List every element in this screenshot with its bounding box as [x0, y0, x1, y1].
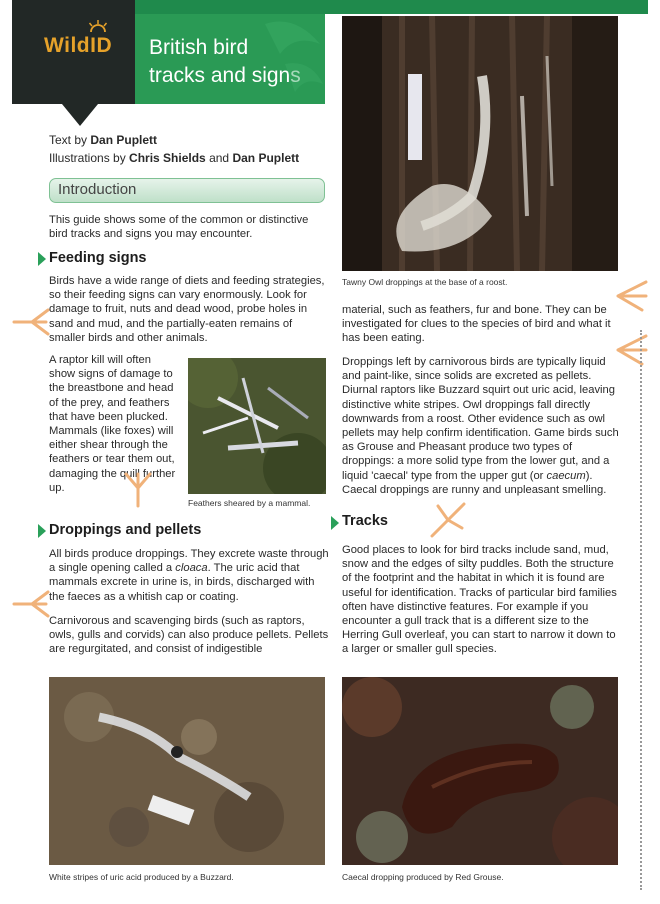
buzzard-droppings-photo: [49, 677, 325, 865]
owl-droppings-photo: [342, 16, 618, 271]
bird-track-icon: [612, 330, 652, 370]
section-marker-icon: [38, 252, 46, 266]
caecum-term: caecum: [546, 469, 586, 482]
bird-track-icon: [10, 300, 50, 340]
illustrator-name: Chris Shields: [129, 151, 206, 165]
credits-text: [49, 131, 299, 149]
credits-illustrations: [49, 149, 299, 167]
owl-droppings-image: [342, 16, 618, 271]
droppings-text-part: Droppings left by carnivorous birds are typically liquid and paint-like, since solids are excreted as pellets. Diurnal raptors like Buzzard squirt out uric acid, leaving distinctive white stripes. Owl droppings fall directly downwards from a roost. Other evidence such as owl pellets may help confirm identification. Game birds such as Grouse and Pheasant produce two types of droppings: a more solid type from the lower gut, and a liquid 'caecal' type from the upper gut (or: [342, 356, 619, 482]
grouse-caption: Caecal dropping produced by Red Grouse.: [342, 872, 504, 882]
buzzard-droppings-image: [49, 677, 325, 865]
pellets-text: Carnivorous and scavenging birds (such as raptors, owls, gulls and corvids) can also produce pellets. Pellets are regurgitated, and consist of indigestible: [49, 615, 329, 656]
droppings-text-1: [49, 547, 331, 604]
feathers-caption: Feathers sheared by a mammal.: [188, 498, 311, 508]
grouse-dropping-photo: [342, 677, 618, 865]
introduction-heading: Introduction: [58, 181, 137, 198]
grouse-dropping-image: [342, 677, 618, 865]
credits-label: Illustrations by: [49, 151, 130, 165]
droppings-heading: Droppings and pellets: [49, 522, 202, 538]
feeding-signs-heading: Feeding signs: [49, 250, 147, 266]
header-accent-bar: [133, 0, 648, 14]
author-name: Dan Puplett: [90, 133, 158, 147]
logo-panel-pointer: [62, 104, 98, 126]
sun-icon: [88, 20, 108, 34]
droppings-text-part: All birds produce droppings. They excrete waste through a single opening called a: [49, 548, 329, 575]
buzzard-caption: White stripes of uric acid produced by a Buzzard.: [49, 872, 234, 882]
decorative-leaf-pattern: [235, 14, 325, 104]
page-fold-dotted-line: [640, 330, 642, 890]
bird-track-icon: [612, 276, 652, 316]
logo-wordmark: WildID: [44, 34, 113, 57]
cloaca-term: cloaca: [175, 562, 208, 575]
raptor-kill-text: A raptor kill will often show signs of damage to the breastbone and head of the prey, and feathers that have been plucked. Mammals (like foxes) will either shear through the feathers or tear them out, damaging the quill further up.: [49, 354, 176, 494]
credits-conjunction: and: [205, 151, 233, 165]
page-title-line1: British bird: [149, 36, 249, 59]
bird-track-icon: [10, 582, 50, 622]
tracks-text: Good places to look for bird tracks include sand, mud, snow and the edges of silty puddles. Both the structure of the footprint and the habitat in which it is found are useful for identification. Tracks of particular bird families often have distinctive features. For example if you encounter a gull track that is a different size to the Herring Gull overleaf, you can start to narrow it down to a larger or smaller gull species.: [342, 544, 617, 656]
pellets-text-continued: material, such as feathers, fur and bone. They can be investigated for clues to the species of bird and what it has been eating.: [342, 304, 611, 345]
droppings-text-part: . The uric acid that mammals excrete in urine is, in birds, discharged with the faeces as a whitish cap or coating.: [49, 562, 315, 603]
tracks-heading: Tracks: [342, 513, 388, 529]
section-marker-icon: [331, 516, 339, 530]
introduction-text: This guide shows some of the common or distinctive bird tracks and signs you may encounter.: [49, 214, 309, 241]
droppings-text-part: ). Caecal droppings are runny and unpleasant smelling.: [342, 469, 607, 496]
droppings-types-text: [342, 355, 624, 497]
feathers-photo-image: [188, 358, 326, 494]
credits-label: Text by: [49, 133, 91, 147]
bird-track-icon: [118, 470, 158, 510]
feathers-photo: [188, 358, 326, 494]
page-title-line2: tracks and signs: [149, 64, 301, 87]
credits: [49, 131, 299, 167]
scale-ruler: [408, 74, 422, 160]
illustrator-name: Dan Puplett: [232, 151, 300, 165]
bird-track-icon: [428, 500, 468, 540]
feeding-signs-text: Birds have a wide range of diets and feeding strategies, so their feeding signs can vary enormously. Look for damage to fruit, nuts and dead wood, probe holes in sand and mud, and the partially-eaten remains of smaller birds and other animals.: [49, 275, 325, 344]
section-marker-icon: [38, 524, 46, 538]
owl-caption: Tawny Owl droppings at the base of a roost.: [342, 277, 508, 287]
